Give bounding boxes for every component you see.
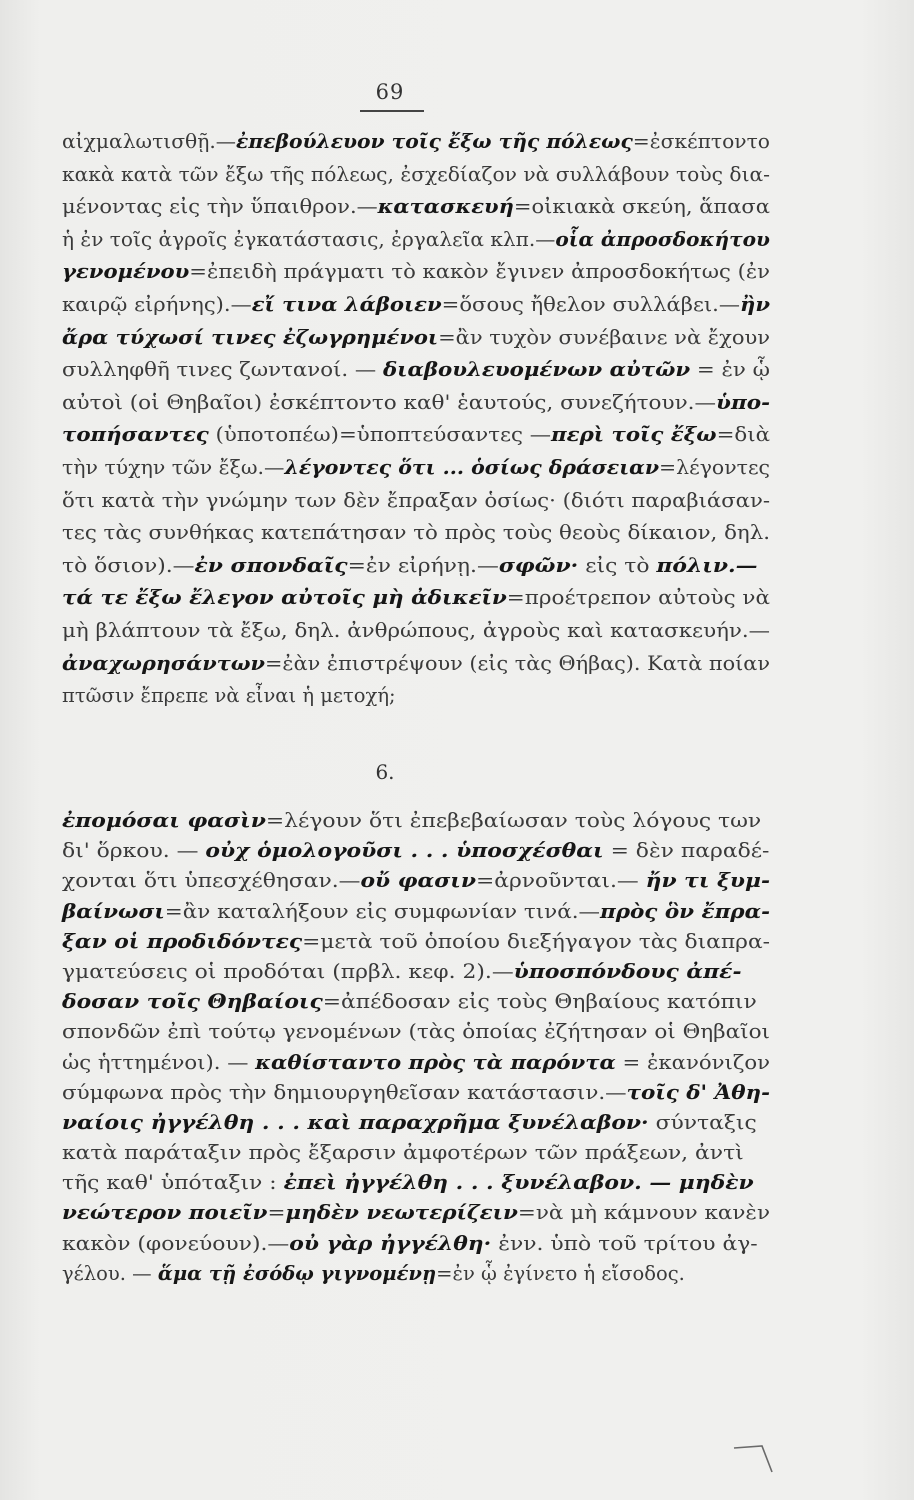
lemma-term: οἷα ἀπροσδοκήτου bbox=[555, 227, 770, 251]
page-number-rule bbox=[360, 110, 424, 112]
gloss-text: ὅτι κατὰ τὴν γνώμην των δὲν ἔπραξαν ὁσίως· (διότι παραβιάσαν- bbox=[62, 488, 770, 512]
gloss-text: σύνταξις bbox=[648, 1110, 757, 1134]
lemma-term: ἅμα τῇ ἐσόδῳ γιγνομένῃ bbox=[157, 1261, 437, 1285]
gloss-text: =διὰ bbox=[716, 423, 770, 447]
gloss-text: αἰχμαλωτισθῇ.— bbox=[62, 130, 237, 153]
lemma-term: πρὸς ὃν ἔπρα- bbox=[600, 899, 770, 923]
section-number: 6. bbox=[375, 760, 395, 784]
text-line bbox=[62, 485, 770, 518]
text-line bbox=[62, 957, 770, 987]
lemma-term: οὐχ ὁμολογοῦσι . . . ὑποσχέσθαι bbox=[205, 839, 604, 863]
gloss-text: =ἐν εἰρήνῃ.— bbox=[347, 553, 499, 577]
page-number: 69 bbox=[375, 80, 405, 104]
gloss-text: χονται ὅτι ὑπεσχέθησαν.— bbox=[62, 869, 361, 893]
gloss-text: δι' ὅρκου. — bbox=[62, 839, 206, 863]
gloss-text: γέλου. — bbox=[62, 1261, 158, 1285]
lemma-term: διαβουλευομένων αὐτῶν bbox=[382, 358, 691, 382]
gloss-text: κακὸν (φονεύουν).— bbox=[62, 1231, 290, 1255]
gloss-text: ὡς ἡττημένοι). — bbox=[62, 1050, 256, 1074]
lemma-term: οὐ γὰρ ἠγγέλθη· bbox=[289, 1231, 492, 1255]
lemma-term: οὔ φασιν bbox=[360, 869, 476, 893]
text-line bbox=[62, 191, 770, 224]
lemma-term: ἄρα τύχωσί τινες ἐζωγρημένοι bbox=[62, 325, 439, 349]
gloss-text: =ἐπειδὴ πράγματι τὸ κακὸν ἔγινεν ἀπροσδοκήτως (ἐν bbox=[189, 260, 770, 284]
gloss-text: =προέτρεπον αὐτοὺς νὰ bbox=[506, 586, 770, 610]
gloss-text: =λέγοντες bbox=[659, 455, 770, 479]
text-line bbox=[62, 224, 770, 257]
lemma-term: πόλιν.— bbox=[656, 553, 758, 577]
lemma-term: ναίοις ἠγγέλθη . . . καὶ παραχρῆμα ξυνέλαβον· bbox=[62, 1110, 649, 1134]
lemma-term: βαίνωσι bbox=[62, 899, 165, 923]
gloss-text: = ἐν ᾧ bbox=[690, 358, 770, 382]
gloss-text: καιρῷ εἰρήνης).— bbox=[62, 292, 252, 316]
lemma-term: γενομένου bbox=[62, 260, 190, 284]
lemma-term: λέγοντες ὅτι ... ὁσίως δράσειαν bbox=[284, 455, 660, 479]
text-line bbox=[62, 1138, 770, 1168]
lemma-term: ἤν τι ξυμ- bbox=[645, 869, 770, 893]
lemma-term: ἀναχωρησάντων bbox=[62, 651, 265, 675]
text-line bbox=[62, 1078, 770, 1108]
lemma-term: ἐπεὶ ἠγγέλθη . . . ξυνέλαβον. — μηδὲν bbox=[283, 1171, 754, 1195]
gloss-text: κακὰ κατὰ τῶν ἔξω τῆς πόλεως, ἐσχεδίαζον νὰ συλλάβουν τοὺς δια- bbox=[62, 162, 770, 186]
lemma-term: εἴ τινα λάβοιεν bbox=[251, 292, 442, 316]
gloss-text: σύμφωνα πρὸς τὴν δημιουργηθεῖσαν κατάστασιν.— bbox=[62, 1080, 627, 1104]
lemma-term: κατασκευή bbox=[377, 195, 514, 219]
gloss-text: κατὰ παράταξιν πρὸς ἔξαρσιν ἀμφοτέρων τῶν πράξεων, ἀντὶ bbox=[62, 1141, 744, 1165]
text-line bbox=[62, 615, 770, 648]
gloss-text: αὐτοὶ (οἱ Θηβαῖοι) ἐσκέπτοντο καθ' ἑαυτούς, συνεζήτουν.— bbox=[62, 390, 717, 414]
lemma-term: περὶ τοῖς ἔξω bbox=[551, 423, 717, 447]
lemma-term: ξαν οἱ προδιδόντες bbox=[62, 929, 303, 953]
text-line bbox=[62, 419, 770, 452]
text-line bbox=[62, 866, 770, 896]
gloss-text: =νὰ μὴ κάμνουν κανὲν bbox=[517, 1201, 770, 1225]
gloss-text: =ἀπέδοσαν εἰς τοὺς Θηβαίους κατόπιν bbox=[322, 990, 757, 1014]
gloss-text: τὴν τύχην τῶν ἔξω.— bbox=[62, 455, 285, 479]
lemma-term: ὑπο- bbox=[716, 390, 770, 414]
gloss-text: εἰς τὸ bbox=[578, 553, 657, 577]
text-line bbox=[62, 550, 770, 583]
text-line bbox=[62, 836, 770, 866]
gloss-text: μὴ βλάπτουν τὰ ἔξω, δηλ. ἀνθρώπους, ἀγροὺς καὶ κατασκευήν.— bbox=[62, 618, 770, 642]
gloss-text: =ὅσους ἤθελον συλλάβει.— bbox=[441, 292, 740, 316]
gloss-text: (ὑποτοπέω)=ὑποπτεύσαντες — bbox=[208, 423, 552, 447]
gloss-text: = bbox=[267, 1201, 286, 1225]
gloss-text: =ἐν ᾧ ἐγίνετο ἡ εἴσοδος. bbox=[436, 1261, 685, 1285]
lemma-term: ὑποσπόνδους ἀπέ- bbox=[513, 959, 742, 983]
lemma-term: τά τε ἔξω ἔλεγον αὐτοῖς μὴ ἀδικεῖν bbox=[62, 586, 507, 610]
gloss-text: =ἂν τυχὸν συνέβαινε νὰ ἔχουν bbox=[438, 325, 770, 349]
text-line bbox=[62, 452, 770, 485]
lemma-term: τοπήσαντες bbox=[62, 423, 209, 447]
lemma-term: δοσαν τοῖς Θηβαίοις bbox=[62, 990, 323, 1014]
text-line bbox=[62, 987, 770, 1017]
text-line bbox=[62, 1108, 770, 1138]
gloss-text: συλληφθῆ τινες ζωντανοί. — bbox=[62, 358, 383, 382]
lemma-term: νεώτερον ποιεῖν bbox=[62, 1201, 268, 1225]
text-line bbox=[62, 1259, 770, 1289]
lemma-term: καθίσταντο πρὸς τὰ παρόντα bbox=[255, 1050, 616, 1074]
gloss-text: τῆς καθ' ὑπόταξιν : bbox=[62, 1171, 284, 1195]
gloss-text: ἡ ἐν τοῖς ἀγροῖς ἐγκατάστασις, ἐργαλεῖα κλπ.— bbox=[62, 227, 556, 251]
text-line bbox=[62, 897, 770, 927]
gloss-text: = ἐκανόνιζον bbox=[615, 1050, 770, 1074]
text-line bbox=[62, 159, 770, 192]
text-line bbox=[62, 680, 770, 713]
gloss-text: =μετὰ τοῦ ὁποίου διεξήγαγον τὰς διαπρα- bbox=[302, 929, 770, 953]
lemma-term: μηδὲν νεωτερίζειν bbox=[285, 1201, 518, 1225]
text-line bbox=[62, 517, 770, 550]
text-line bbox=[62, 1168, 770, 1198]
text-line bbox=[62, 354, 770, 387]
text-line bbox=[62, 387, 770, 420]
gloss-text: =ἂν καταλήξουν εἰς συμφωνίαν τινά.— bbox=[164, 899, 601, 923]
gloss-text: =ἀρνοῦνται.— bbox=[475, 869, 646, 893]
lemma-term: ἐν σπονδαῖς bbox=[194, 553, 348, 577]
lemma-term: σφῶν· bbox=[498, 553, 579, 577]
lemma-term: ἐπομόσαι φασὶν bbox=[62, 809, 266, 832]
text-line bbox=[62, 322, 770, 355]
text-line bbox=[62, 927, 770, 957]
gloss-text: τες τὰς συνθήκας κατεπάτησαν τὸ πρὸς τοὺς θεοὺς δίκαιον, δηλ. bbox=[62, 521, 770, 545]
gloss-text: μένοντας εἰς τὴν ὕπαιθρον.— bbox=[62, 195, 378, 219]
gloss-text: =οἰκιακὰ σκεύη, ἅπασα bbox=[513, 195, 770, 219]
text-line bbox=[62, 1017, 770, 1047]
gloss-text: γματεύσεις οἱ προδόται (πρβλ. κεφ. 2).— bbox=[62, 959, 514, 983]
gloss-text: πτῶσιν ἔπρεπε νὰ εἶναι ἡ μετοχή; bbox=[62, 684, 396, 708]
gloss-text: = δὲν παραδέ- bbox=[603, 839, 770, 863]
lemma-term: ἐπεβούλευον τοῖς ἔξω τῆς πόλεως bbox=[236, 130, 633, 153]
text-line bbox=[62, 256, 770, 289]
text-line bbox=[62, 1229, 770, 1259]
gloss-text: =ἐσκέπτοντο bbox=[632, 130, 770, 153]
lemma-term: τοῖς δ' Ἀθη- bbox=[626, 1080, 771, 1104]
gloss-text: =ἐὰν ἐπιστρέψουν (εἰς τὰς Θήβας). Κατὰ ποίαν bbox=[264, 651, 770, 675]
text-line bbox=[62, 648, 770, 681]
text-line bbox=[62, 1198, 770, 1228]
corner-pencil-mark bbox=[732, 1444, 776, 1478]
text-line bbox=[62, 126, 770, 159]
gloss-text: σπονδῶν ἐπὶ τούτῳ γενομένων (τὰς ὁποίας ἐζήτησαν οἱ Θηβαῖοι bbox=[62, 1020, 770, 1044]
text-line bbox=[62, 289, 770, 322]
text-line bbox=[62, 806, 770, 836]
text-line bbox=[62, 1048, 770, 1078]
gloss-text: ἐνν. ὑπὸ τοῦ τρίτου ἀγ- bbox=[491, 1231, 758, 1255]
lemma-term: ἢν bbox=[739, 292, 770, 316]
gloss-text: =λέγουν ὅτι ἐπεβεβαίωσαν τοὺς λόγους των bbox=[265, 809, 762, 832]
text-line bbox=[62, 582, 770, 615]
gloss-text: τὸ ὅσιον).— bbox=[62, 553, 195, 577]
commentary-block-1 bbox=[62, 126, 770, 713]
commentary-block-2 bbox=[62, 806, 770, 1289]
